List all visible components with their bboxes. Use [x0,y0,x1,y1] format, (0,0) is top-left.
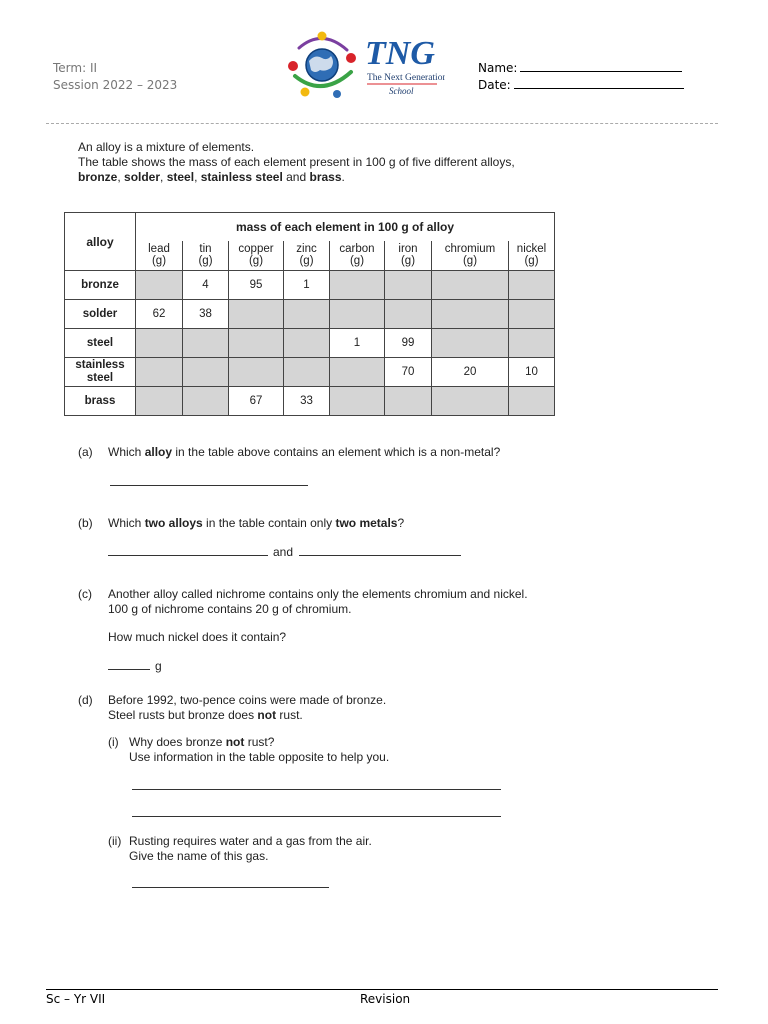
table-cell [509,271,555,300]
school-logo [285,28,445,106]
table-cell [432,329,509,358]
table-cell [183,358,229,387]
table-cell: 1 [284,271,330,300]
answer-line-a[interactable] [110,485,308,486]
table-cell [432,271,509,300]
table-cell: 33 [284,387,330,416]
table-cell: 20 [432,358,509,387]
table-corner-header: alloy [65,213,136,271]
row-header-alloy: stainless steel [65,358,136,387]
answer-line-d-ii[interactable] [132,887,329,888]
table-cell [136,387,183,416]
table-cell [229,358,284,387]
question-c-text: Another alloy called nichrome contains only the elements chromium and nickel. 100 g of nichrome contains 20 g of chromium. How much nickel does it contain? [108,587,528,644]
table-row [65,271,555,300]
date-field[interactable] [514,77,684,89]
table-cell [330,271,385,300]
table-cell: 67 [229,387,284,416]
table-row [65,329,555,358]
column-header-1: tin (g) [183,241,229,271]
question-d-i-text: Why does bronze not rust? Use information in the table opposite to help you. [129,735,390,764]
answer-line-c[interactable] [108,669,150,670]
table-cell: 95 [229,271,284,300]
table-cell [136,358,183,387]
question-d-text: Before 1992, two-pence coins were made of bronze. Steel rusts but bronze does not rust. [108,693,387,722]
table-cell [136,329,183,358]
table-cell [385,300,432,329]
term-label: Term: II [53,61,98,75]
table-cell [432,300,509,329]
intro-line-1: An alloy is a mixture of elements. [78,140,255,154]
table-cell [330,358,385,387]
question-b-label: (b) [78,516,93,530]
question-d-label: (d) [78,693,93,707]
table-cell [432,387,509,416]
table-column-headers [65,241,555,271]
answer-line-b1[interactable] [108,555,268,556]
answer-line-d-i-2[interactable] [132,816,501,817]
table-cell [284,329,330,358]
logo-text: TNG [365,35,435,72]
header-right [478,60,684,94]
table-row [65,300,555,329]
intro-line-2: The table shows the mass of each element present in 100 g of five different alloys, [78,155,515,169]
table-cell [330,300,385,329]
question-a-label: (a) [78,445,93,459]
row-header-alloy: bronze [65,271,136,300]
table-cell: 70 [385,358,432,387]
table-cell [183,387,229,416]
header-left [53,60,177,94]
intro-text [78,140,515,185]
column-header-4: carbon (g) [330,241,385,271]
row-header-alloy: steel [65,329,136,358]
column-header-6: chromium (g) [432,241,509,271]
column-header-0: lead (g) [136,241,183,271]
question-b-and: and [273,545,294,559]
footer-divider [46,989,718,990]
question-b-text: Which two alloys in the table contain only two metals? [108,516,405,530]
table-cell: 1 [330,329,385,358]
table-cell [136,271,183,300]
logo-subtitle: The Next Generation [367,73,445,83]
table-cell: 38 [183,300,229,329]
table-group-header: mass of each element in 100 g of alloy [136,213,555,241]
question-d-ii-label: (ii) [108,834,122,848]
question-d-i-label: (i) [108,735,119,749]
column-header-2: copper (g) [229,241,284,271]
answer-line-d-i-1[interactable] [132,789,501,790]
table-cell: 62 [136,300,183,329]
column-header-3: zinc (g) [284,241,330,271]
table-cell [330,387,385,416]
intro-line-3: bronze, solder, steel, stainless steel and brass. [78,170,345,184]
answer-line-b2[interactable] [299,555,461,556]
table-cell: 10 [509,358,555,387]
table-cell [509,300,555,329]
date-label: Date: [478,78,511,92]
question-a-text: Which alloy in the table above contains an element which is a non-metal? [108,445,501,459]
name-field[interactable] [520,60,682,72]
table-cell [284,300,330,329]
table-cell: 4 [183,271,229,300]
footer-course: Sc – Yr VII [46,992,106,1006]
footer-title: Revision [360,992,411,1006]
table-cell [183,329,229,358]
table-cell [509,329,555,358]
column-header-5: iron (g) [385,241,432,271]
table-row [65,358,555,387]
table-cell [284,358,330,387]
session-label: Session 2022 – 2023 [53,78,178,92]
name-label: Name: [478,61,518,75]
row-header-alloy: solder [65,300,136,329]
question-d-ii-text: Rusting requires water and a gas from the air. Give the name of this gas. [129,834,372,863]
question-c-unit: g [155,659,162,673]
table-cell [385,271,432,300]
column-header-7: nickel (g) [509,241,555,271]
question-c-label: (c) [78,587,92,601]
alloy-composition-table [64,212,555,416]
row-header-alloy: brass [65,387,136,416]
table-cell [229,329,284,358]
table-cell [509,387,555,416]
logo-script: School [389,86,414,96]
table-row [65,387,555,416]
table-cell [229,300,284,329]
table-cell: 99 [385,329,432,358]
header-divider [46,123,718,124]
table-cell [385,387,432,416]
